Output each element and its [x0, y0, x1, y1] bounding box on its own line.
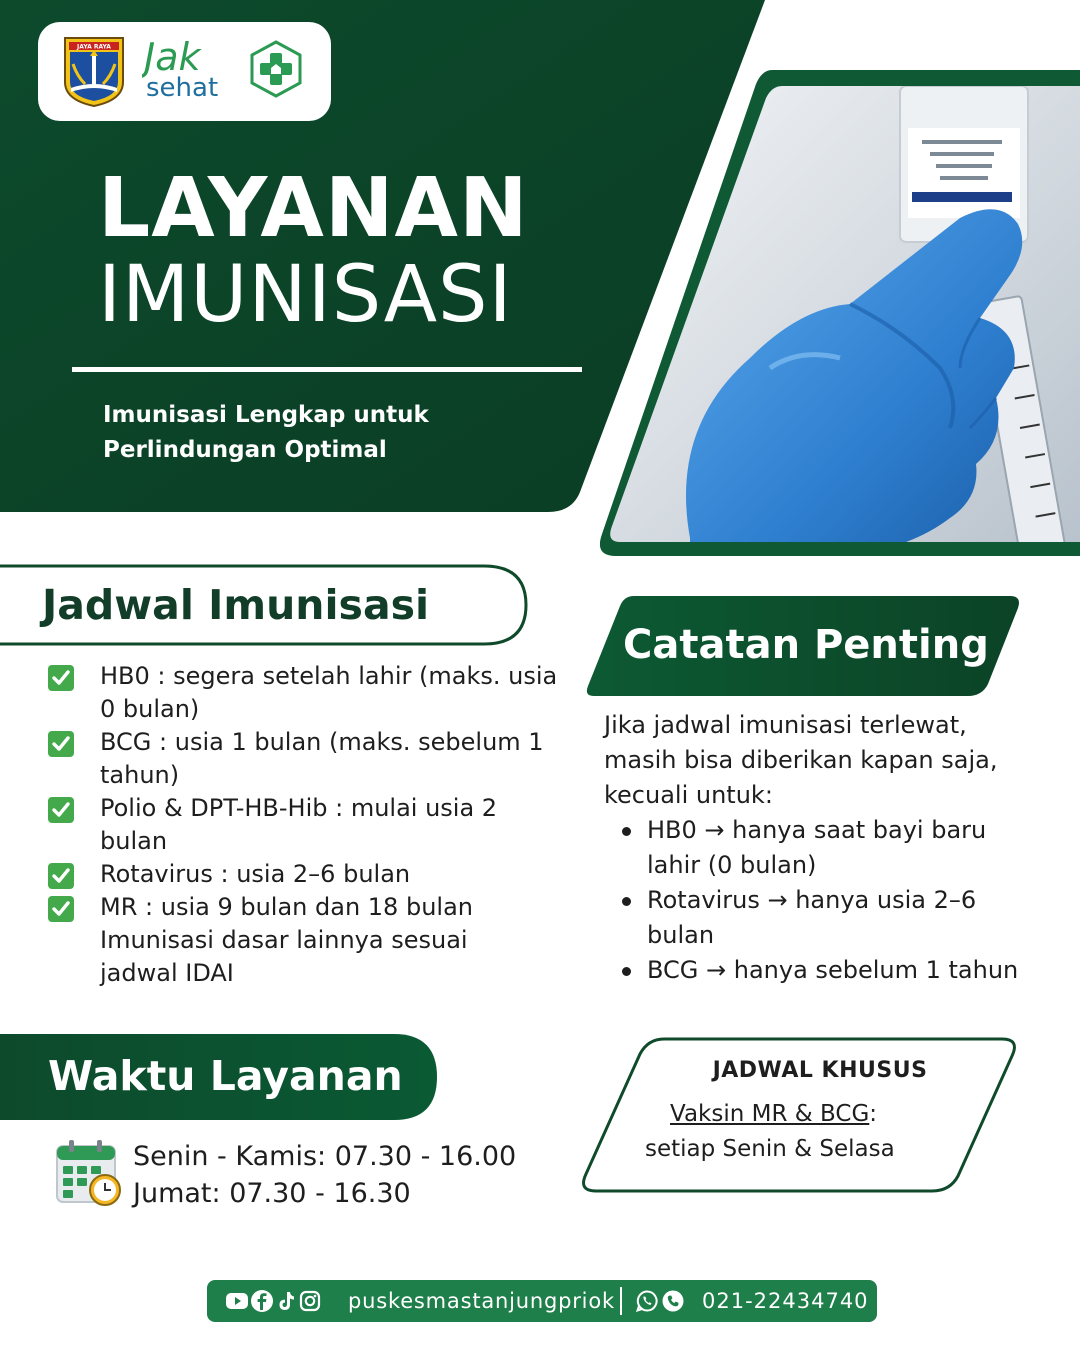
check-icon [48, 731, 74, 757]
note-list [622, 813, 1042, 988]
social-handle[interactable]: puskesmastanjungpriok [348, 1289, 615, 1313]
jadwal-khusus-title: JADWAL KHUSUS [712, 1058, 928, 1083]
note-item: HB0 → hanya saat bayi baru lahir (0 bulan) [622, 813, 1042, 883]
schedule-item: HB0 : segera setelah lahir (maks. usia 0 bulan) [48, 660, 558, 726]
note-item: Rotavirus → hanya usia 2–6 bulan [622, 883, 1042, 953]
instagram-icon[interactable] [299, 1290, 321, 1312]
schedule-list [48, 660, 558, 924]
page-title-line2: IMUNISASI [98, 250, 513, 340]
vaccine-photo [600, 68, 1080, 556]
phone-icon[interactable] [662, 1290, 684, 1312]
schedule-item: Rotavirus : usia 2–6 bulan [48, 858, 558, 891]
hours-friday: Jumat: 07.30 - 16.30 [133, 1178, 411, 1209]
check-icon [48, 665, 74, 691]
footer-divider [620, 1287, 622, 1315]
waktu-title: Waktu Layanan [48, 1052, 403, 1100]
subtitle-line1: Imunisasi Lengkap untuk [103, 402, 429, 428]
subtitle [103, 398, 543, 468]
check-icon [48, 797, 74, 823]
jadwal-khusus-detail: setiap Senin & Selasa [645, 1136, 895, 1162]
title-divider [72, 367, 582, 372]
phone-number[interactable]: 021-22434740 [702, 1289, 869, 1313]
schedule-extra-note: Imunisasi dasar lainnya sesuai jadwal IDAI [100, 926, 468, 987]
schedule-item: Polio & DPT-HB-Hib : mulai usia 2 bulan [48, 792, 558, 858]
subtitle-line2: Perlindungan Optimal [103, 437, 387, 463]
health-cross-icon [248, 40, 304, 98]
svg-text:sehat: sehat [146, 73, 219, 102]
catatan-title: Catatan Penting [623, 622, 989, 668]
tiktok-icon[interactable] [275, 1290, 297, 1312]
schedule-item: MR : usia 9 bulan dan 18 bulan [48, 891, 558, 924]
jadwal-khusus-label: Vaksin MR & BCG: [670, 1101, 878, 1127]
note-intro: Jika jadwal imunisasi terlewat, masih bisa diberikan kapan saja, kecuali untuk: [604, 711, 998, 809]
crest-text: JAYA RAYA [77, 43, 111, 51]
page-title-line1: LAYANAN [98, 161, 529, 256]
facebook-icon[interactable] [251, 1290, 273, 1312]
check-icon [48, 896, 74, 922]
jadwal-title: Jadwal Imunisasi [42, 581, 430, 629]
dki-crest-icon [63, 36, 125, 108]
youtube-icon[interactable] [226, 1290, 248, 1312]
svg-text:Jak: Jak [144, 38, 201, 79]
jaksehat-logo [142, 38, 237, 102]
hours-weekday: Senin - Kamis: 07.30 - 16.00 [133, 1141, 517, 1172]
schedule-item: BCG : usia 1 bulan (maks. sebelum 1 tahun) [48, 726, 558, 792]
whatsapp-icon[interactable] [636, 1290, 658, 1312]
calendar-icon [55, 1138, 123, 1208]
service-hours [133, 1138, 516, 1212]
check-icon [48, 863, 74, 889]
note-item: BCG → hanya sebelum 1 tahun [622, 953, 1042, 988]
